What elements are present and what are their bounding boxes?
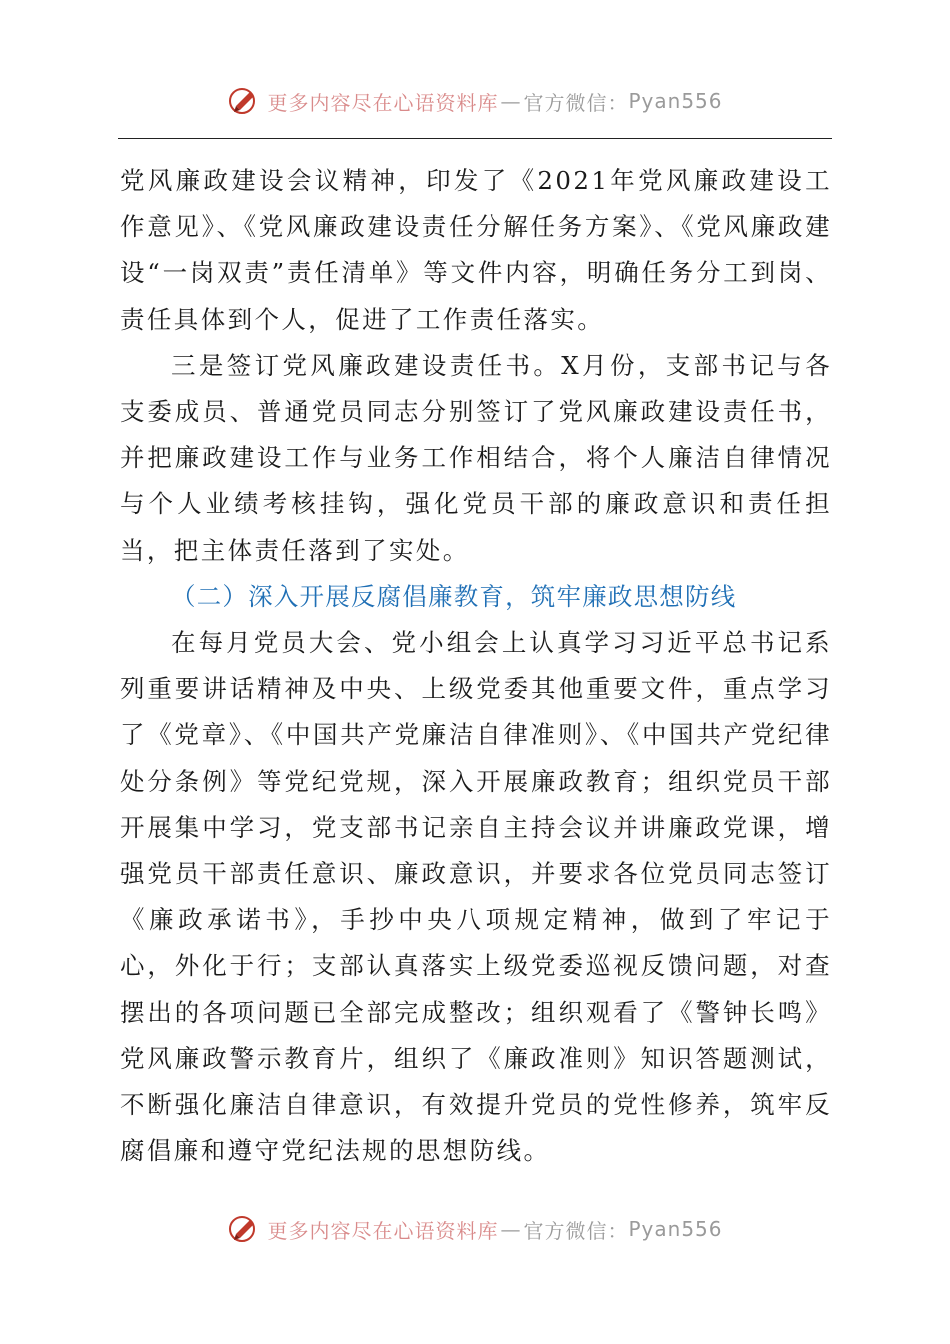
- section-heading: （二）深入开展反腐倡廉教育，筑牢廉政思想防线: [171, 581, 737, 611]
- watermark-wechat-id: Pyan556: [628, 89, 723, 113]
- document-body: [120, 158, 832, 1174]
- watermark-site: 更多内容尽在心语资料库: [267, 90, 499, 115]
- watermark-dash: —: [500, 89, 522, 113]
- header-watermark: [0, 84, 950, 118]
- watermark-dash: —: [500, 1217, 522, 1241]
- watermark-label: 官方微信：: [523, 90, 629, 115]
- paragraph-2: 三是签订党风廉政建设责任书。X月份，支部书记与各支委成员、普通党员同志分别签订了党风廉政建设责任书，并把廉政建设工作与业务工作相结合，将个人廉洁自律情况与个人业绩考核挂钩，强化党员干部的廉政意识和责任担当，把主体责任落到了实处。: [120, 350, 832, 565]
- pen-logo-icon: [227, 84, 261, 118]
- paragraph-1: 党风廉政建设会议精神，印发了《2021年党风廉政建设工作意见》、《党风廉政建设责任分解任务方案》、《党风廉政建设“一岗双责”责任清单》等文件内容，明确任务分工到岗、责任具体到个人，促进了工作责任落实。: [120, 166, 832, 334]
- footer-watermark: [0, 1212, 950, 1246]
- watermark-label: 官方微信：: [523, 1218, 629, 1243]
- paragraph-3: 在每月党员大会、党小组会上认真学习习近平总书记系列重要讲话精神及中央、上级党委其他重要文件，重点学习了《党章》、《中国共产党廉洁自律准则》、《中国共产党纪律处分条例》等党纪党规，深入开展廉政教育；组织党员干部开展集中学习，党支部书记亲自主持会议并讲廉政党课，增强党员干部责任意识、廉政意识，并要求各位党员同志签订《廉政承诺书》，手抄中央八项规定精神，做到了牢记于心，外化于行；支部认真落实上级党委巡视反馈问题，对查摆出的各项问题已全部完成整改；组织观看了《警钟长鸣》党风廉政警示教育片，组织了《廉政准则》知识答题测试，不断强化廉洁自律意识，有效提升党员的党性修养，筑牢反腐倡廉和遵守党纪法规的思想防线。: [120, 628, 832, 1166]
- header-divider: [118, 138, 832, 139]
- pen-logo-icon: [227, 1212, 261, 1246]
- watermark-wechat-id: Pyan556: [628, 1217, 723, 1241]
- watermark-site: 更多内容尽在心语资料库: [267, 1218, 499, 1243]
